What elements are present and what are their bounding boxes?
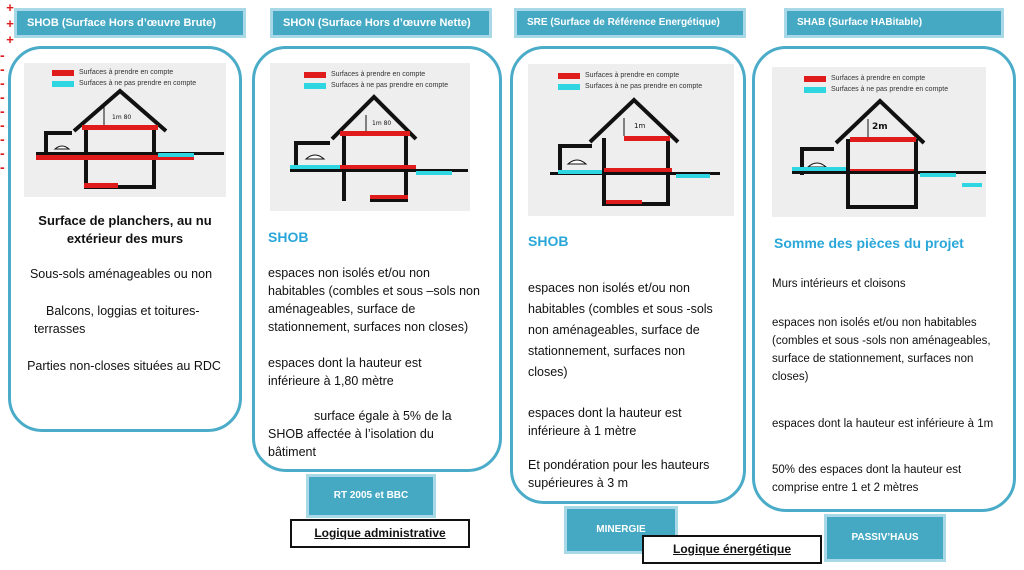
sre-minus-2: - (0, 103, 5, 119)
shab-item-4: 50% des espaces dont la hauteur est comprise entre 1 et 2 mètres (772, 464, 962, 494)
height-label: 1m 80 (112, 114, 132, 121)
shab-subtitle: Somme des pièces du projet (774, 235, 964, 251)
legend-red-label: Surfaces à prendre en compte (831, 75, 926, 82)
logic-administrative-label: Logique administrative (290, 519, 470, 548)
legend-cyan-label: Surfaces à ne pas prendre en compte (331, 82, 449, 89)
shon-item-2: espaces dont la hauteur est inférieure à 1,80 mètre (268, 356, 422, 388)
legend-red-label: Surfaces à prendre en compte (331, 71, 426, 78)
sre-item-2: espaces dont la hauteur est inférieure à 1 mètre (528, 406, 682, 438)
shob-plus-2: + (6, 16, 14, 31)
legend-red-label: Surfaces à prendre en compte (79, 69, 174, 76)
house-drawing (270, 63, 470, 211)
shon-item-3: surface égale à 5% de la SHOB affectée à l’isolation du bâtiment (268, 409, 452, 459)
legend-cyan-label: Surfaces à ne pas prendre en compte (79, 80, 197, 87)
shab-item-3: espaces dont la hauteur est inférieure à 1m (772, 418, 994, 430)
shon-item-1: espaces non isolés et/ou non habitables (combles et sous –sols non aménageables, surface de stationnement, surfaces non closes) (268, 266, 480, 334)
height-label: 1m (634, 122, 646, 130)
badge-passivhaus: PASSIV’HAUS (824, 514, 946, 562)
badge-minergie: MINERGIE (564, 506, 678, 554)
shon-minus-1: - (0, 47, 5, 63)
shob-plus-3: + (6, 32, 14, 47)
badge-rt2005-bbc: RT 2005 et BBC (306, 474, 436, 518)
shon-minus-2: - (0, 61, 5, 77)
house-drawing (24, 63, 226, 197)
house-diagram (270, 63, 470, 211)
shob-item-3: Balcons, loggias et toitures-terrasses (34, 304, 200, 336)
shob-plus-1: + (6, 0, 14, 15)
shab-minus-1: - (0, 117, 5, 133)
house-diagram (772, 67, 986, 217)
house-drawing (772, 67, 986, 217)
shab-item-2: espaces non isolés et/ou non habitables (combles et sous -sols non aménageables, surface de stationnement, surfaces non closes) (772, 317, 991, 383)
card-sre-title: SRE (Surface de Référence Energétique) (514, 8, 746, 38)
logic-energetic-label: Logique énergétique (642, 535, 822, 564)
shon-subtitle: SHOB (268, 229, 309, 245)
card-shab-title: SHAB (Surface HABitable) (784, 8, 1004, 38)
height-label: 2m (872, 122, 888, 132)
house-diagram (24, 63, 226, 197)
shab-minus-3: - (0, 145, 5, 161)
height-label: 1m 80 (372, 120, 392, 127)
card-shon-title: SHON (Surface Hors d’œuvre Nette) (270, 8, 492, 38)
legend-cyan-label: Surfaces à ne pas prendre en compte (831, 86, 949, 93)
shob-item-4: Parties non-closes situées au RDC (27, 359, 221, 373)
sre-item-3: Et pondération pour les hauteurs supérieures à 3 m (528, 458, 710, 490)
legend-red-label: Surfaces à prendre en compte (585, 72, 680, 79)
sre-item-1: espaces non isolés et/ou non habitables (combles et sous -sols non aménageables, surface de stationnement, surfaces non closes) (528, 281, 713, 379)
house-drawing (528, 64, 734, 216)
sre-subtitle: SHOB (528, 233, 569, 249)
house-diagram (528, 64, 734, 216)
shab-minus-4: - (0, 159, 5, 175)
shab-minus-2: - (0, 131, 5, 147)
card-shob-title: SHOB (Surface Hors d’œuvre Brute) (14, 8, 246, 38)
sre-minus-1: - (0, 89, 5, 105)
shob-item-1: Surface de planchers, au nu extérieur des murs (38, 213, 212, 246)
shon-minus-3: - (0, 75, 5, 91)
shab-item-1: Murs intérieurs et cloisons (772, 278, 906, 290)
legend-cyan-label: Surfaces à ne pas prendre en compte (585, 83, 703, 90)
shob-item-2: Sous-sols aménageables ou non (29, 267, 213, 281)
